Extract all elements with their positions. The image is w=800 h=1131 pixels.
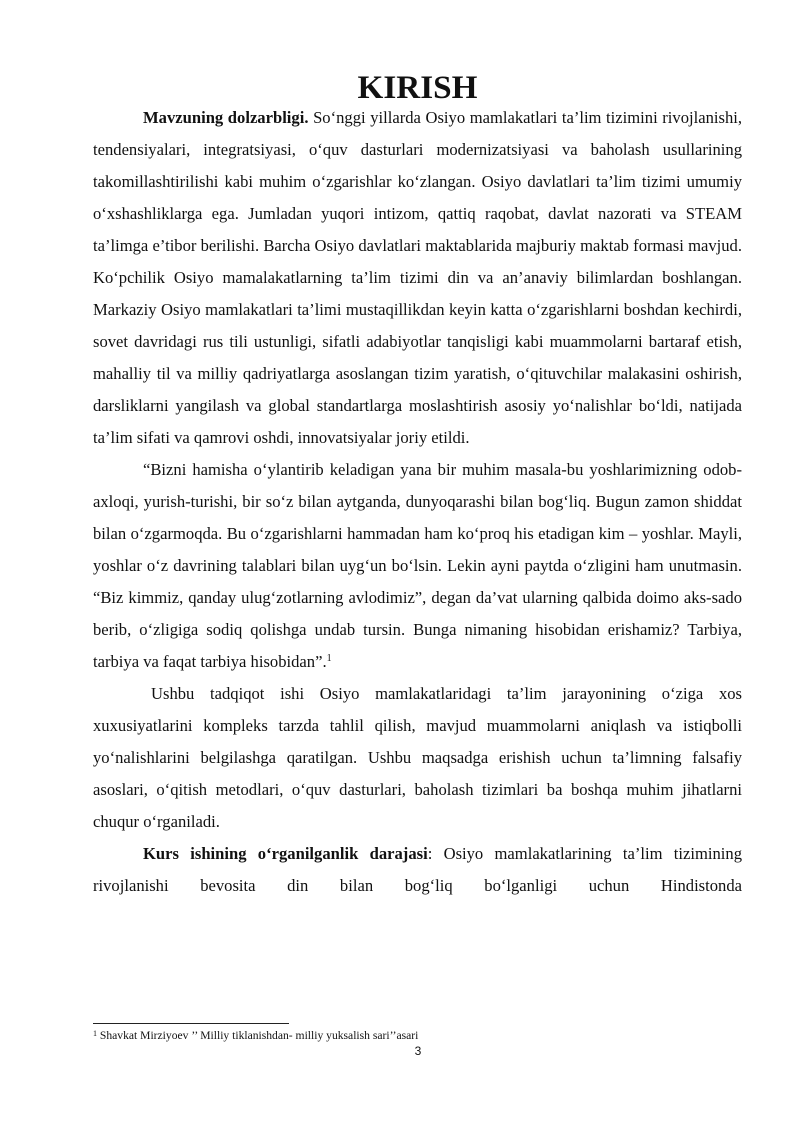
footnote-reference: 1 (326, 653, 332, 664)
paragraph-lead-study-degree: Kurs ishining o‘rganilganlik darajasi (143, 844, 428, 863)
page-number: 3 (414, 1044, 422, 1058)
paragraph-study-degree (93, 838, 742, 902)
paragraph-research-aim (93, 678, 742, 838)
paragraph-text-quote: “Bizni hamisha o‘ylantirib keladigan yana bir muhim masala-bu yoshlarimizning odob-axloqi, yurish-turishi, bir so‘z bilan aytganda, dunyoqarashi bilan bog‘liq. Bugun zamon shiddat bilan o‘zgarmoqda. Bu o‘zgarishlarni hammadan ham ko‘proq his etadigan kim – yoshlar. Mayli, yoshlar o‘z davrining talablari bilan uyg‘un bo‘lsin. Lekin ayni paytda o‘zligini ham unutmasin. “Biz kimmiz, qanday ulug‘zotlarning avlodimiz”, degan da’vat ularning qalbida doimo aks-sado berib, o‘zligiga sodiq qolishga undab tursin. Bunga nimaning hisobidan erishamiz? Tarbiya, tarbiya va faqat tarbiya hisobidan”. (93, 460, 742, 671)
paragraph-quote (93, 454, 742, 678)
footnote-marker: 1 (93, 1029, 97, 1038)
paragraph-text-research-aim: Ushbu tadqiqot ishi Osiyo mamlakatlaridagi ta’lim jarayonining o‘ziga xos xuxusiyatlarini kompleks tarzda tahlil qilish, mavjud muammolarni aniqlash va istiqbolli yo‘nalishlarini belgilashga qaratilgan. Ushbu maqsadga erishish uchun ta’limning falsafiy asoslari, o‘qitish metodlari, o‘quv dasturlari, baholash tizimlari ba boshqa muhim jihatlarni chuqur o‘rganiladi. (93, 684, 742, 831)
footnote-divider (93, 1023, 289, 1024)
footnote-text: Shavkat Mirziyoev ’’ Milliy tiklanishdan- milliy yuksalish sari’’asari (97, 1029, 419, 1042)
paragraph-text-study-degree: : Osiyo mamlakatlarining ta’lim tizimining rivojlanishi bevosita din bilan bog‘liq bo‘lganligi uchun Hindistonda (93, 844, 742, 895)
section-title: KIRISH (357, 69, 478, 106)
paragraph-text-relevance: So‘nggi yillarda Osiyo mamlakatlari ta’lim tizimini rivojlanishi, tendensiyalari, integratsiyasi, o‘quv dasturlari modernizatsiyasi va baholash usullarining takomillashtirilishi kabi muhim o‘zgarishlar ko‘zlangan. Osiyo davlatlari ta’lim tizimi umumiy o‘xshashliklarga ega. Jumladan yuqori intizom, qattiq raqobat, davlat nazorati va STEAM ta’limga e’tibor berilishi. Barcha Osiyo davlatlari maktablarida majburiy maktab formasi mavjud. Ko‘pchilik Osiyo mamalakatlarning ta’lim tizimi din va an’anaviy bilimlardan boshlangan. Markaziy Osiyo mamlakatlari ta’limi mustaqillikdan keyin katta o‘zgarishlarni boshdan kechirdi, sovet davridagi rus tili ustunligi, sifatli adabiyotlar tanqisligi kabi muammolarni bartaraf etish, mahalliy til va milliy qadriyatlarga asoslangan tizim yaratish, o‘qituvchilar malakasini oshirish, darsliklarni yangilash va global standartlarga moslashtirish asosiy yo‘nalishlar bo‘ldi, natijada ta’lim sifati va qamrovi oshdi, innovatsiyalar joriy etildi. (93, 108, 743, 447)
paragraph-lead-relevance: Mavzuning dolzarbligi. (143, 108, 309, 127)
footnote (93, 1028, 742, 1044)
paragraph-relevance (93, 102, 742, 454)
page-content (93, 69, 743, 902)
